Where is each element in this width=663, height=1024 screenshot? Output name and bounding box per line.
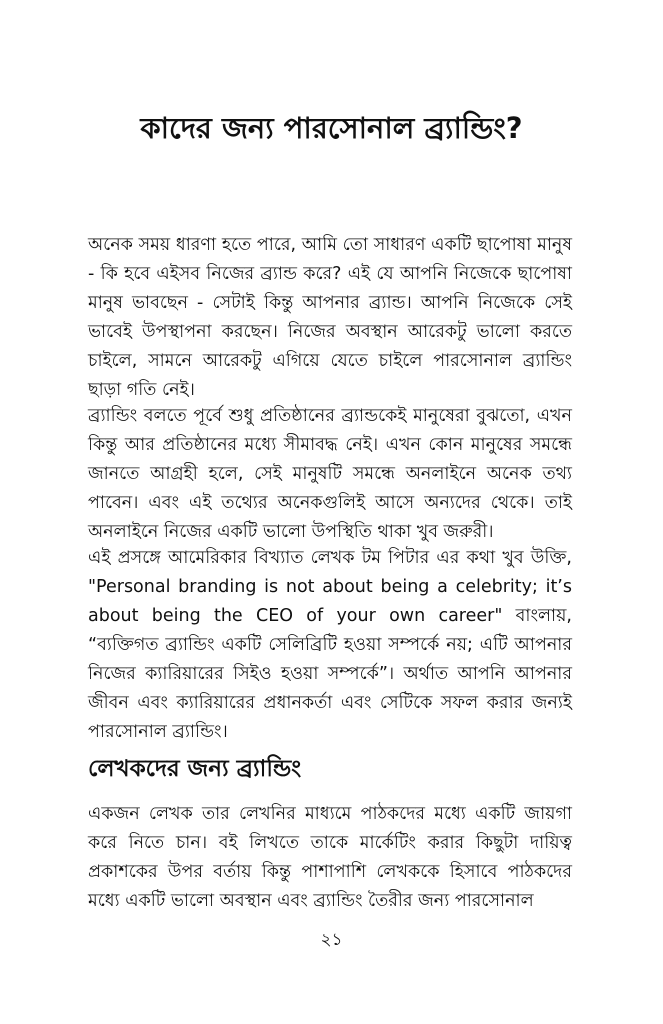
page-title: কাদের জন্য পারসোনাল ব্র্যান্ডিং? [140,111,523,145]
page-number: ২১ [320,930,343,950]
paragraph-2: ব্র্যান্ডিং বলতে পূর্বে শুধু প্রতিষ্ঠানের ব্র্যান্ডকেই মানুষেরা বুঝতো, এখন কিন্তু আর প্রতিষ্ঠানের মধ্যে সীমাবদ্ধ নেই। এখন কোন মানুষের সমন্ধে জানতে আগ্রহী হলে, সেই মানুষটি সমন্ধে অনলাইনে অনেক তথ্য পাবেন। এবং এই তথ্যের অনেকগুলিই আসে অন্যদের থেকে। তাই অনলাইনে নিজের একটি ভালো উপস্থিতি থাকা খুব জরুরী। [88,406,572,542]
paragraph-3: এই প্রসঙ্গে আমেরিকার বিখ্যাত লেখক টম পিটার এর কথা খুব উক্তি, "Personal branding is not about being a celebrity; it’s about being the CEO of your own career" বাংলায়, “ব্যক্তিগত ব্র্যান্ডিং একটি সেলিব্রিটি হওয়া সম্পর্কে নয়; এটি আপনার নিজের ক্যারিয়ারের সিইও হওয়া সম্পর্কে”। অর্থাত আপনি আপনার জীবন এবং ক্যারিয়ারের প্রধানকর্তা এবং সেটিকে সফল করার জন্যই পারসোনাল ব্র্যান্ডিং। [88,548,572,742]
paragraph-4: একজন লেখক তার লেখনির মাধ্যমে পাঠকদের মধ্যে একটি জায়গা করে নিতে চান। বই লিখতে তাকে মার্কেটিং করার কিছুটা দায়িত্ব প্রকাশকের উপর বর্তায় কিন্তু পাশাপাশি লেখককে হিসাবে পাঠকদের মধ্যে একটি ভালো অবস্থান এবং ব্র্যান্ডিং তৈরীর জন্য পারসোনাল [88,804,572,911]
section-heading: লেখকদের জন্য ব্র্যান্ডিং [88,756,302,782]
paragraph-1: অনেক সময় ধারণা হতে পারে, আমি তো সাধারণ একটি ছাপোষা মানুষ - কি হবে এইসব নিজের ব্র্যান্ড করে? এই যে আপনি নিজেকে ছাপোষা মানুষ ভাবছেন - সেটাই কিন্তু আপনার ব্র্যান্ড। আপনি নিজেকে সেই ভাবেই উপস্থাপনা করছেন। নিজের অবস্থান আরেকটু ভালো করতে চাইলে, সামনে আরেকটু এগিয়ে যেতে চাইলে পারসোনাল ব্র্যান্ডিং ছাড়া গতি নেই। [88,235,572,400]
